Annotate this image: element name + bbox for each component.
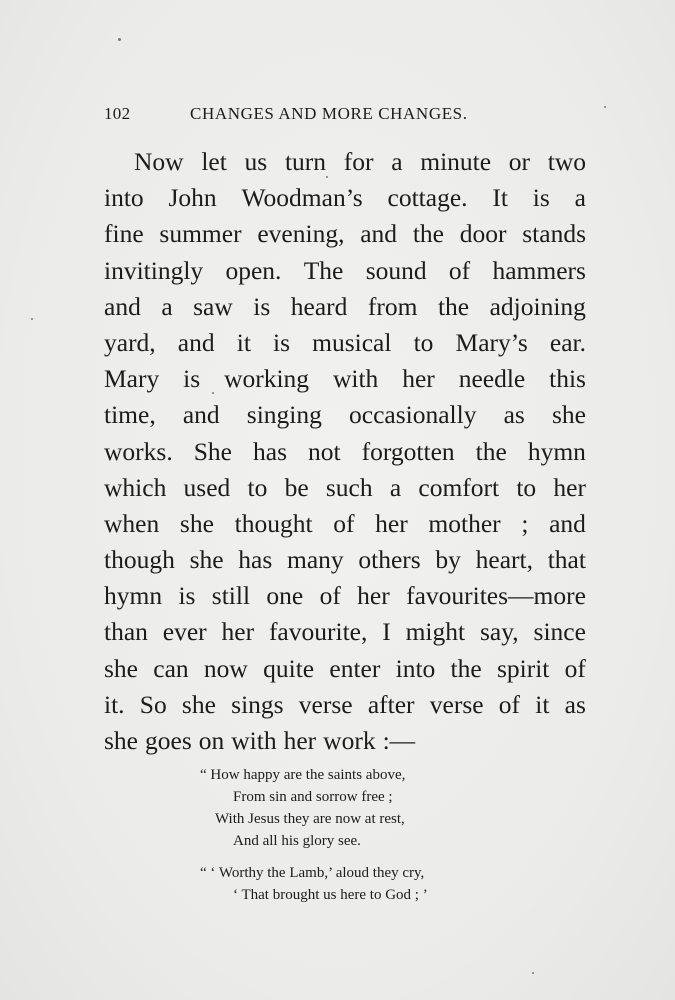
word: comfort (418, 472, 500, 502)
word: a (391, 147, 403, 176)
word: she (551, 400, 586, 430)
verse-line: “ ‘ Worthy the Lamb,’ aloud they cry, (200, 865, 425, 881)
word: she (104, 653, 138, 683)
word: door (459, 219, 507, 249)
word: with (231, 726, 277, 755)
word: singing (246, 400, 322, 430)
word: It (492, 183, 508, 213)
word: is (532, 183, 550, 213)
word: Now (134, 147, 184, 176)
text-line (104, 614, 586, 650)
word: be (284, 472, 309, 502)
word: by (435, 545, 461, 575)
word: two (547, 147, 586, 176)
word: and (549, 508, 586, 538)
text-line (104, 542, 586, 578)
word: when (104, 508, 160, 538)
hymn-verse (200, 764, 520, 916)
word: let (201, 147, 227, 176)
word: is (273, 327, 291, 357)
word: She (193, 436, 232, 466)
word: musical (312, 327, 392, 357)
word: is (183, 364, 201, 394)
word: working (224, 364, 310, 394)
word: needle (458, 364, 526, 394)
word: she (179, 508, 214, 538)
word: and (104, 291, 141, 321)
word: into (395, 653, 436, 683)
word: still (211, 581, 251, 611)
text-line (104, 253, 586, 289)
word: favourite, (268, 617, 368, 647)
word: she (189, 545, 224, 575)
word: ever (162, 617, 207, 647)
word: thought (234, 508, 313, 538)
word: now (203, 653, 248, 683)
word: is (253, 291, 271, 321)
word: or (508, 147, 531, 176)
word: her (357, 581, 390, 611)
text-line (104, 289, 586, 325)
word: favourites—more (406, 581, 586, 611)
word: though (104, 545, 175, 575)
text-line (104, 144, 586, 180)
word: invitingly (104, 255, 204, 285)
word: ; (521, 508, 529, 538)
word: evening, (257, 219, 345, 249)
word: she (104, 726, 138, 755)
word: stands (522, 219, 586, 249)
text-line (104, 578, 586, 614)
word: many (287, 545, 344, 575)
page-header (104, 104, 594, 130)
word: verse (298, 689, 353, 719)
word: work (323, 726, 376, 755)
text-line (104, 470, 586, 506)
word: her (553, 472, 586, 502)
word: can (153, 653, 189, 683)
word: her (402, 364, 435, 394)
word: as (503, 400, 525, 430)
word: to (516, 472, 537, 502)
word: open. (225, 255, 282, 285)
word: of (319, 581, 341, 611)
word: it (535, 689, 550, 719)
text-line (104, 325, 586, 361)
word: and (182, 400, 220, 430)
body-paragraph (104, 144, 586, 759)
word: has (253, 436, 287, 466)
text-line (104, 397, 586, 433)
verse-line: From sin and sorrow free ; (233, 789, 393, 805)
word: mother (428, 508, 501, 538)
text-line (104, 434, 586, 470)
word: adjoining (489, 291, 586, 321)
word: cottage. (387, 183, 468, 213)
word: a (161, 291, 173, 321)
word: John (168, 183, 217, 213)
word: So (139, 689, 167, 719)
word: than (104, 617, 148, 647)
word: the (437, 291, 470, 321)
verse-line: “ How happy are the saints above, (200, 767, 406, 783)
verse-line: With Jesus they are now at rest, (215, 811, 405, 827)
word: hammers (492, 255, 586, 285)
text-line (104, 216, 586, 252)
word: it. (104, 689, 125, 719)
word: is (178, 581, 196, 611)
word: Mary (104, 364, 160, 394)
word: into (104, 183, 144, 213)
word: of (564, 653, 586, 683)
text-line (104, 687, 586, 723)
word: goes (145, 726, 192, 755)
page-number: 102 (104, 104, 131, 123)
word: of (498, 689, 521, 719)
paper-speck (532, 972, 534, 974)
word: occasionally (349, 400, 477, 430)
stanza (200, 862, 520, 906)
word: that (547, 545, 586, 575)
word: quite (263, 653, 315, 683)
word: for (343, 147, 374, 176)
word: she (181, 689, 216, 719)
word: which (104, 472, 167, 502)
word: minute (420, 147, 492, 176)
word: yard, (104, 327, 156, 357)
word: to (247, 472, 268, 502)
word: spirit (496, 653, 550, 683)
word: :— (382, 726, 416, 755)
paper-speck (604, 106, 606, 108)
word: say, (479, 617, 519, 647)
word: a (574, 183, 586, 213)
word: her (375, 508, 408, 538)
text-line (104, 361, 586, 397)
word: verse (429, 689, 484, 719)
word: a (389, 472, 402, 502)
word: works. (104, 436, 173, 466)
word: used (183, 472, 231, 502)
word: summer (159, 219, 242, 249)
word: hymn (104, 581, 163, 611)
word: hymn (527, 436, 586, 466)
word: on (198, 726, 225, 755)
word: the (475, 436, 507, 466)
word: sound (365, 255, 427, 285)
word: and (360, 219, 398, 249)
word: fine (104, 219, 144, 249)
verse-line: And all his glory see. (233, 833, 361, 849)
word: turn (284, 147, 327, 176)
word: heard (290, 291, 348, 321)
word: others (358, 545, 421, 575)
word: enter (329, 653, 381, 683)
word: time, (104, 400, 156, 430)
word: the (450, 653, 482, 683)
word: might (405, 617, 466, 647)
word: the (412, 219, 444, 249)
word: as (564, 689, 586, 719)
word: since (533, 617, 586, 647)
word: us (244, 147, 268, 176)
word: Woodman’s (241, 183, 363, 213)
word: it (236, 327, 251, 357)
word: saw (193, 291, 233, 321)
word: ear. (549, 327, 586, 357)
word: heart, (475, 545, 533, 575)
word: to (413, 327, 434, 357)
word: this (549, 364, 586, 394)
word: after (367, 689, 415, 719)
word: her (283, 726, 317, 755)
paper-speck (118, 38, 121, 41)
word: The (303, 255, 344, 285)
word: has (238, 545, 273, 575)
word: not (308, 436, 341, 466)
word: one (266, 581, 304, 611)
word: sings (231, 689, 284, 719)
text-line (104, 651, 586, 687)
word: such (325, 472, 373, 502)
paper-speck (31, 318, 33, 320)
word: forgotten (361, 436, 455, 466)
word: of (333, 508, 355, 538)
word: and (177, 327, 215, 357)
running-head: CHANGES AND MORE CHANGES. (190, 104, 468, 123)
word: from (367, 291, 418, 321)
text-line (104, 180, 586, 216)
word: I (382, 617, 391, 647)
word: her (221, 617, 255, 647)
word: with (332, 364, 379, 394)
text-line (104, 723, 586, 759)
verse-line: ‘ That brought us here to God ; ’ (233, 887, 428, 903)
word: Mary’s (455, 327, 528, 357)
text-line (104, 506, 586, 542)
word: of (448, 255, 471, 285)
stanza (200, 764, 520, 852)
